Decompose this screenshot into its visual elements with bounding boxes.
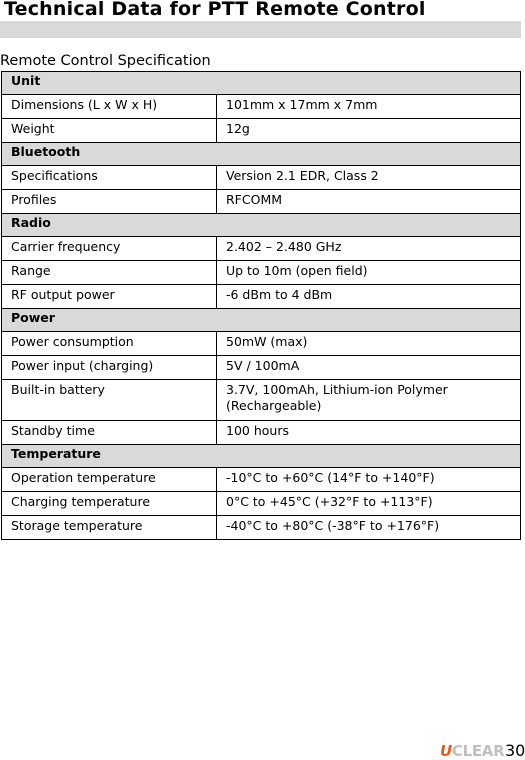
spec-value: -40°C to +80°C (-38°F to +176°F) bbox=[217, 516, 521, 540]
spec-label: Power input (charging) bbox=[2, 356, 217, 380]
section-header-radio bbox=[2, 214, 521, 237]
spec-value: -6 dBm to 4 dBm bbox=[217, 285, 521, 309]
spec-value: Version 2.1 EDR, Class 2 bbox=[217, 166, 521, 190]
spec-value: RFCOMM bbox=[217, 190, 521, 214]
section-header-temperature bbox=[2, 445, 521, 468]
section-name: Temperature bbox=[2, 445, 521, 468]
section-name: Unit bbox=[2, 72, 521, 95]
page-title: Technical Data for PTT Remote Control bbox=[4, 0, 426, 20]
logo-wordmark: CLEAR bbox=[451, 742, 505, 760]
section-name: Power bbox=[2, 309, 521, 332]
spec-label: Standby time bbox=[2, 421, 217, 445]
table-row bbox=[2, 380, 521, 421]
table-row bbox=[2, 492, 521, 516]
spec-value: -10°C to +60°C (14°F to +140°F) bbox=[217, 468, 521, 492]
spec-value: Up to 10m (open field) bbox=[217, 261, 521, 285]
table-row bbox=[2, 332, 521, 356]
section-header-bluetooth bbox=[2, 143, 521, 166]
spec-label: Charging temperature bbox=[2, 492, 217, 516]
spec-label: Storage temperature bbox=[2, 516, 217, 540]
spec-value: 2.402 – 2.480 GHz bbox=[217, 237, 521, 261]
spec-value: 100 hours bbox=[217, 421, 521, 445]
spec-value: 3.7V, 100mAh, Lithium-ion Polymer (Rechargeable) bbox=[217, 380, 521, 421]
spec-label: Specifications bbox=[2, 166, 217, 190]
table-row bbox=[2, 516, 521, 540]
table-row bbox=[2, 356, 521, 380]
spec-label: RF output power bbox=[2, 285, 217, 309]
spec-value: 50mW (max) bbox=[217, 332, 521, 356]
spec-label: Built-in battery bbox=[2, 380, 217, 421]
section-subtitle: Remote Control Specification bbox=[0, 53, 211, 69]
section-header-unit bbox=[2, 72, 521, 95]
section-name: Radio bbox=[2, 214, 521, 237]
table-row bbox=[2, 285, 521, 309]
spec-label: Profiles bbox=[2, 190, 217, 214]
spec-value: 0°C to +45°C (+32°F to +113°F) bbox=[217, 492, 521, 516]
logo-letter-u: U bbox=[440, 742, 452, 760]
uclear-logo bbox=[440, 742, 504, 760]
spec-label: Power consumption bbox=[2, 332, 217, 356]
section-header-power bbox=[2, 309, 521, 332]
spec-label: Carrier frequency bbox=[2, 237, 217, 261]
spec-value: 101mm x 17mm x 7mm bbox=[217, 95, 521, 119]
title-underline-bar bbox=[0, 21, 521, 38]
spec-table bbox=[1, 71, 521, 540]
page-number: 30 bbox=[505, 741, 525, 760]
table-row bbox=[2, 468, 521, 492]
spec-label: Range bbox=[2, 261, 217, 285]
table-row bbox=[2, 95, 521, 119]
table-row bbox=[2, 119, 521, 143]
spec-label: Weight bbox=[2, 119, 217, 143]
table-row bbox=[2, 166, 521, 190]
table-row bbox=[2, 237, 521, 261]
table-row bbox=[2, 190, 521, 214]
spec-label: Operation temperature bbox=[2, 468, 217, 492]
spec-label: Dimensions (L x W x H) bbox=[2, 95, 217, 119]
spec-value: 5V / 100mA bbox=[217, 356, 521, 380]
table-row bbox=[2, 421, 521, 445]
section-name: Bluetooth bbox=[2, 143, 521, 166]
table-row bbox=[2, 261, 521, 285]
spec-value: 12g bbox=[217, 119, 521, 143]
